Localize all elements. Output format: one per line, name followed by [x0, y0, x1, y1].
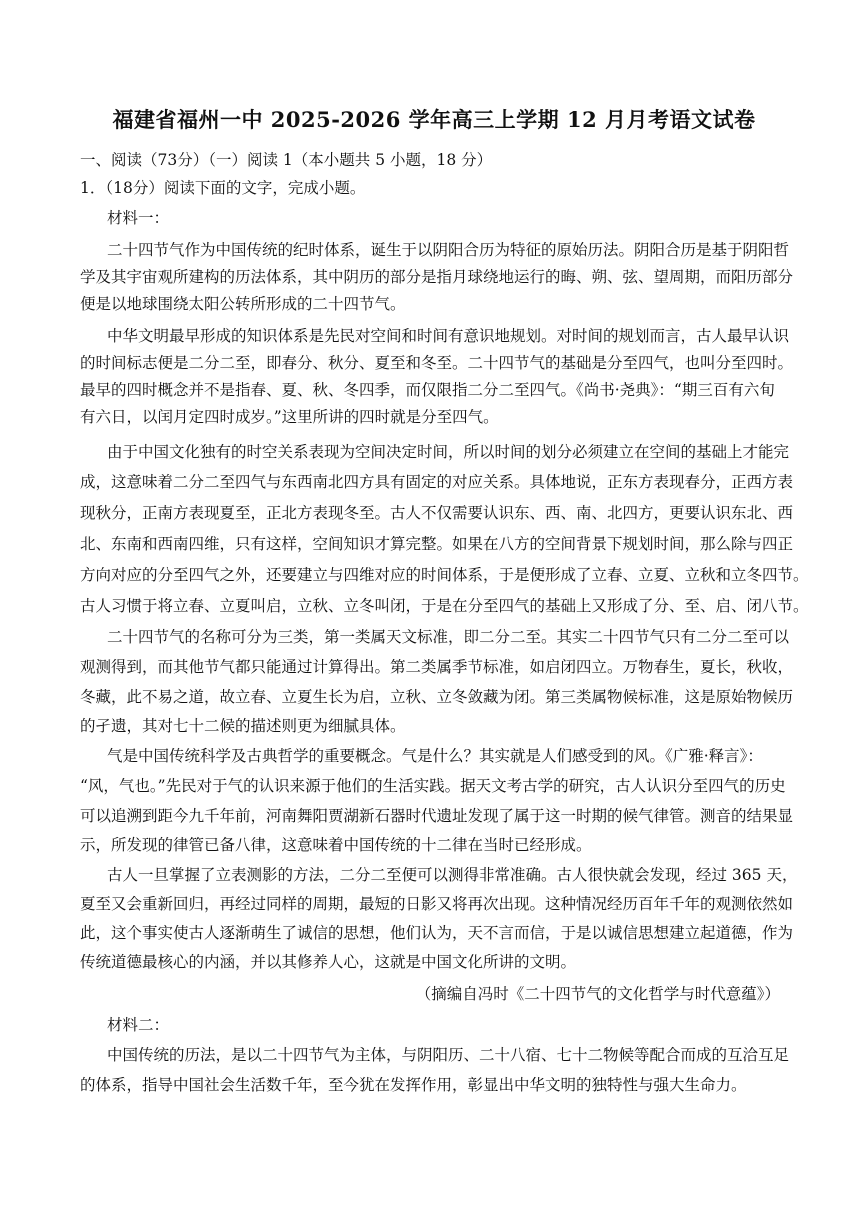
paragraph-line: 气是中国传统科学及古典哲学的重要概念。气是什么？其实就是人们感受到的风。《广雅·释言》： — [107, 747, 763, 765]
paragraph-line: 有六日，以闰月定四时成岁。”这里所讲的四时就是分至四气。 — [80, 408, 499, 426]
section-heading: 一、阅读（73分）（一）阅读 1（本小题共 5 小题，18 分） — [80, 151, 493, 169]
paragraph-line: 方向对应的分至四气之外，还要建立与四维对应的时间体系，于是便形成了立春、立夏、立秋和立冬四节。 — [80, 566, 809, 584]
material1-source: （摘编自冯时《二十四节气的文化哲学与时代意蕴》） — [415, 985, 780, 1003]
paragraph-line: “风，气也。”先民对于气的认识来源于他们的生活实践。据天文考古学的研究，古人认识分至四气的历史 — [80, 777, 786, 795]
paragraph-line: 示，所发现的律管已备八律，这意味着中国传统的十二律在当时已经形成。 — [80, 836, 592, 854]
paragraph-line: 中国传统的历法，是以二十四节气为主体，与阴阳历、二十八宿、七十二物候等配合而成的互洽互足 — [107, 1046, 790, 1064]
material2-label: 材料二： — [107, 1016, 170, 1034]
paragraph-line: 夏至又会重新回归，再经过同样的周期，最短的日影又将再次出现。这种情况经历百年千年的观测依然如 — [80, 895, 794, 913]
paragraph-line: 便是以地球围绕太阳公转所形成的二十四节气。 — [80, 295, 406, 313]
paragraph-line: 古人一旦掌握了立表测影的方法，二分二至便可以测得非常准确。古人很快就会发现，经过 365 天， — [107, 866, 798, 884]
paragraph-line: 的体系，指导中国社会生活数千年，至今犹在发挥作用，彰显出中华文明的独特性与强大生命力。 — [80, 1076, 747, 1094]
paragraph-line: 学及其宇宙观所建构的历法体系，其中阴历的部分是指月球绕地运行的晦、朔、弦、望周期，而阳历部分 — [80, 268, 794, 286]
page-title: 福建省福州一中 2025-2026 学年高三上学期 12 月月考语文试卷 — [112, 107, 756, 132]
paragraph-line: 现秋分，正南方表现夏至，正北方表现冬至。古人不仅需要认识东、西、南、北四方，更要认识东北、西 — [80, 504, 794, 522]
paragraph-line: 传统道德最核心的内涵，并以其修养人心，这就是中国文化所讲的文明。 — [80, 953, 577, 971]
paragraph-line: 此，这个事实使古人逐渐萌生了诚信的思想，他们认为，天不言而信，于是以诚信思想建立起道德，作为 — [80, 924, 794, 942]
paragraph-line: 的时间标志便是二分二至，即春分、秋分、夏至和冬至。二十四节气的基础是分至四气，也叫分至四时。 — [80, 354, 794, 372]
paragraph-line: 二十四节气作为中国传统的纪时体系，诞生于以阴阳合历为特征的原始历法。阴阳合历是基于阴阳哲 — [107, 241, 790, 259]
material1-label: 材料一： — [107, 209, 170, 227]
paragraph-line: 北、东南和西南四维，只有这样，空间知识才算完整。如果在八方的空间背景下规划时间，那么除与四正 — [80, 535, 794, 553]
paragraph-line: 古人习惯于将立春、立夏叫启，立秋、立冬叫闭，于是在分至四气的基础上又形成了分、至、启、闭八节。 — [80, 597, 809, 615]
paragraph-line: 由于中国文化独有的时空关系表现为空间决定时间，所以时间的划分必须建立在空间的基础上才能完 — [107, 443, 790, 461]
paragraph-line: 最早的四时概念并不是指春、夏、秋、冬四季，而仅限指二分二至四气。《尚书·尧典》：“期三百有六旬 — [80, 381, 775, 399]
question-intro: 1．（18分）阅读下面的文字，完成小题。 — [80, 179, 366, 197]
paragraph-line: 冬藏，此不易之道，故立春、立夏生长为启，立秋、立冬敛藏为闭。第三类属物候标准，这是原始物候历 — [80, 688, 794, 706]
paragraph-line: 可以追溯到距今九千年前，河南舞阳贾湖新石器时代遗址发现了属于这一时期的候气律管。测音的结果显 — [80, 807, 794, 825]
paragraph-line: 成，这意味着二分二至四气与东西南北四方具有固定的对应关系。具体地说，正东方表现春分，正西方表 — [80, 473, 794, 491]
paragraph-line: 二十四节气的名称可分为三类，第一类属天文标准，即二分二至。其实二十四节气只有二分二至可以 — [107, 628, 790, 646]
paragraph-line: 的孑遗，其对七十二候的描述则更为细腻具体。 — [80, 717, 406, 735]
paragraph-line: 中华文明最早形成的知识体系是先民对空间和时间有意识地规划。对时间的规划而言，古人最早认识 — [107, 327, 790, 345]
paragraph-line: 观测得到，而其他节气都只能通过计算得出。第二类属季节标准，如启闭四立。万物春生，夏长，秋收， — [80, 658, 794, 676]
